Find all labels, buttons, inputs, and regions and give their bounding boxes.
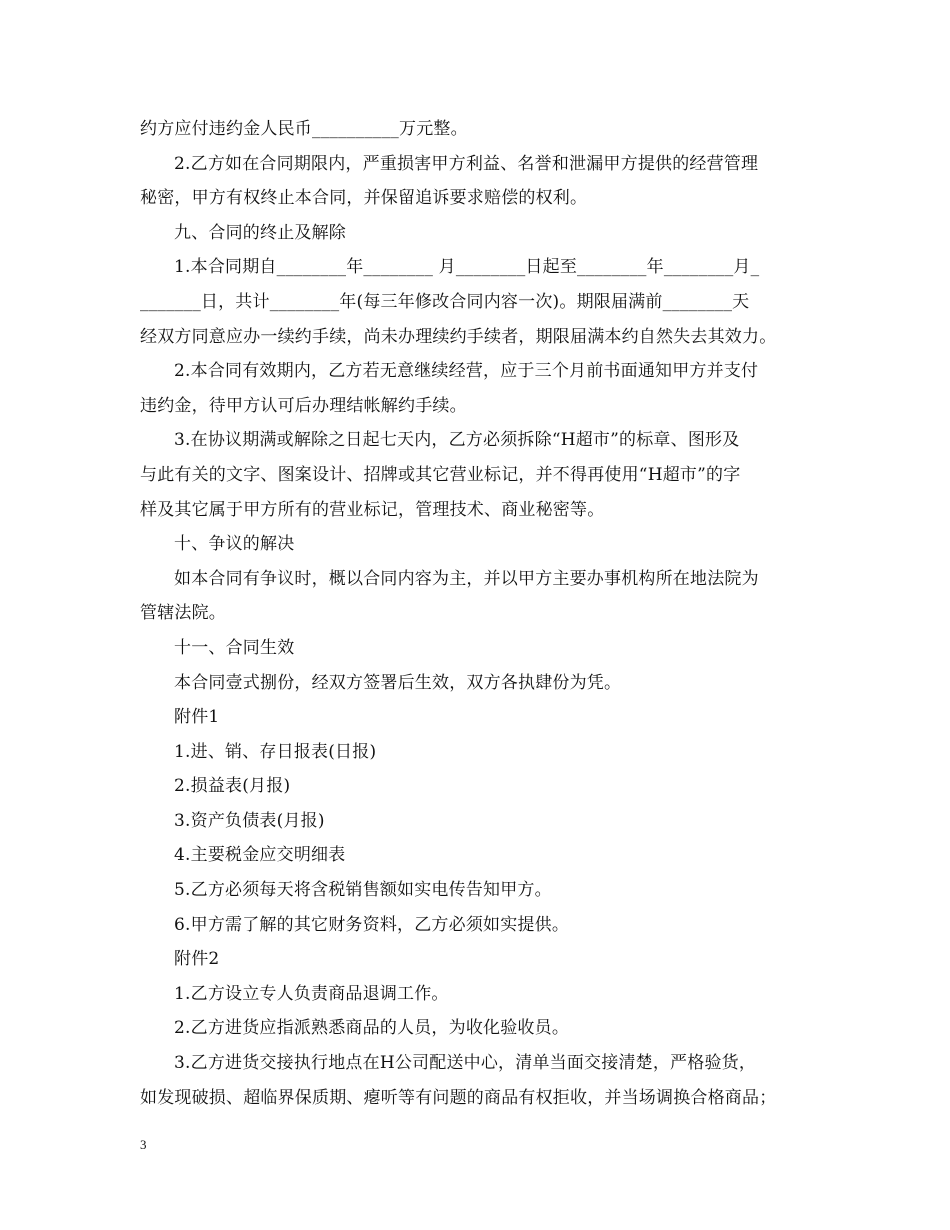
list-item: 1.进、销、存日报表(日报): [174, 741, 377, 762]
list-item: 3.资产负债表(月报): [174, 810, 325, 831]
text-line: 管辖法院。: [140, 603, 226, 624]
appendix-heading: 附件1: [174, 707, 220, 728]
text-line: 违约金，待甲方认可后办理结帐解约手续。: [140, 395, 467, 416]
text-line: 1.本合同期自________年________ 月________日起至________年________月_: [174, 257, 760, 278]
list-item: 1.乙方设立专人负责商品退调工作。: [174, 983, 449, 1004]
text-line: 样及其它属于甲方所有的营业标记，管理技术、商业秘密等。: [140, 499, 605, 520]
text-line: 本合同壹式捌份，经双方签署后生效，双方各执肆份为凭。: [174, 672, 622, 693]
text-line: 2.乙方如在合同期限内，严重损害甲方利益、名誉和泄漏甲方提供的经营管理: [174, 153, 759, 174]
section-heading: 十一、合同生效: [174, 637, 295, 658]
list-item: 5.乙方必须每天将含税销售额如实电传告知甲方。: [174, 880, 552, 901]
text-line: 如发现破损、超临界保质期、瘪听等有问题的商品有权拒收，并当场调换合格商品；: [140, 1087, 777, 1108]
page-number: 3: [140, 1137, 147, 1152]
document-body: [140, 112, 820, 1115]
appendix-heading: 附件2: [174, 949, 220, 970]
text-line: 秘密，甲方有权终止本合同，并保留追诉要求赔偿的权利。: [140, 188, 588, 209]
list-item: 6.甲方需了解的其它财务资料，乙方必须如实提供。: [174, 914, 570, 935]
list-item: 4.主要税金应交明细表: [174, 845, 346, 866]
section-heading: 九、合同的终止及解除: [174, 222, 346, 243]
list-item: 2.损益表(月报): [174, 776, 291, 797]
text-line: 约方应付违约金人民币__________万元整。: [140, 119, 468, 139]
list-item: 3.乙方进货交接执行地点在H公司配送中心，清单当面交接清楚，严格验货，: [174, 1053, 757, 1074]
text-line: 如本合同有争议时，概以合同内容为主，并以甲方主要办事机构所在地法院为: [174, 568, 759, 589]
text-line: 经双方同意应办一续约手续，尚未办理续约手续者，期限届满本约自然失去其效力。: [140, 326, 777, 347]
text-line: _______日，共计________年(每三年修改合同内容一次)。期限届满前________天: [140, 291, 750, 312]
section-heading: 十、争议的解决: [174, 534, 295, 555]
text-line: 3.在协议期满或解除之日起七天内，乙方必须拆除“H超市”的标章、图形及: [174, 430, 740, 451]
text-line: 与此有关的文字、图案设计、招牌或其它营业标记，并不得再使用“H超市”的字: [140, 464, 741, 485]
text-line: 2.本合同有效期内，乙方若无意继续经营，应于三个月前书面通知甲方并支付: [174, 361, 759, 382]
list-item: 2.乙方进货应指派熟悉商品的人员，为收化验收员。: [174, 1018, 570, 1039]
